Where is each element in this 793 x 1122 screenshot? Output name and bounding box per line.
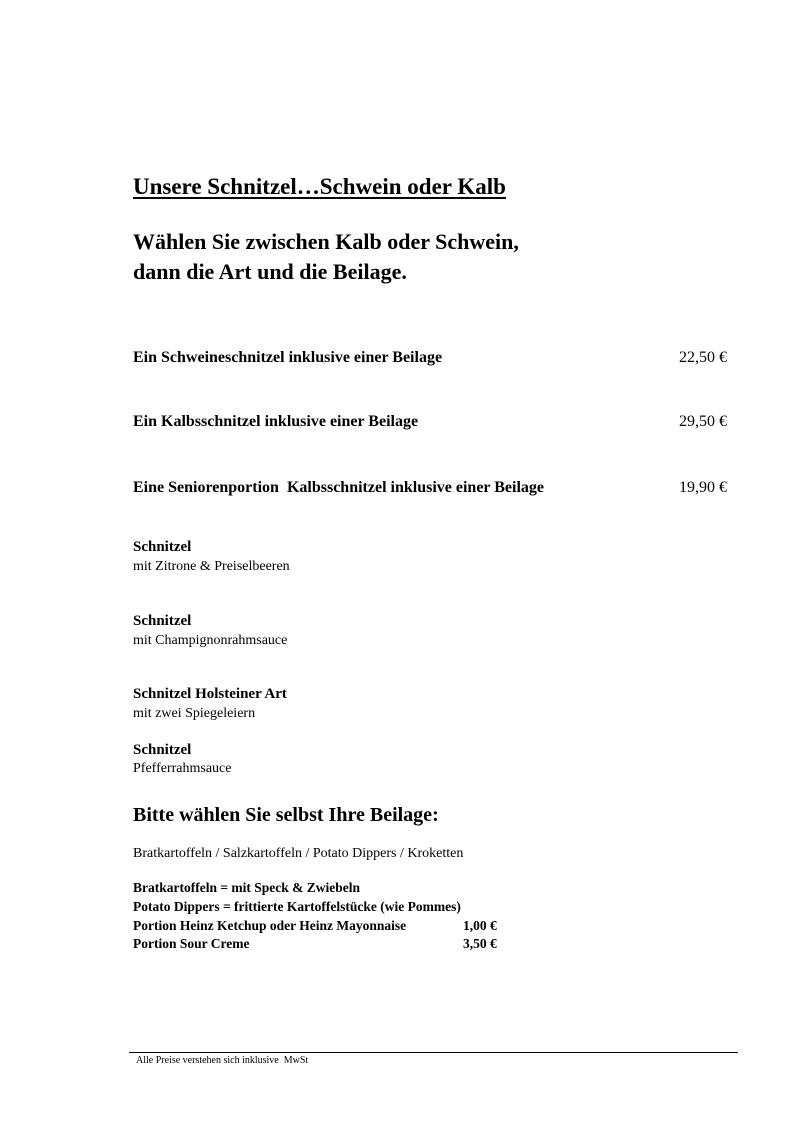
schnitzel-type-name: Schnitzel Holsteiner Art xyxy=(133,686,287,702)
menu-item-price: 19,90 € xyxy=(679,479,727,496)
schnitzel-type-name: Schnitzel xyxy=(133,539,192,555)
extra-price: 1,00 € xyxy=(463,918,497,933)
extra-name: Portion Sour Creme xyxy=(133,936,250,951)
note-line: Bratkartoffeln = mit Speck & Zwiebeln xyxy=(133,880,361,895)
side-options: Bratkartoffeln / Salzkartoffeln / Potato Dippers / Kroketten xyxy=(133,846,464,861)
extra-price: 3,50 € xyxy=(463,936,497,951)
menu-item-senioren xyxy=(133,479,727,497)
menu-item-name: Ein Kalbsschnitzel inklusive einer Beilage xyxy=(133,413,419,430)
schnitzel-type-desc: Pfefferrahmsauce xyxy=(133,761,232,776)
page-title: Unsere Schnitzel…Schwein oder Kalb xyxy=(133,174,506,199)
schnitzel-type-name: Schnitzel xyxy=(133,613,192,629)
menu-item-name: Ein Schweineschnitzel inklusive einer Beilage xyxy=(133,349,443,366)
footer-divider xyxy=(129,1052,738,1053)
note-line: Potato Dippers = frittierte Kartoffelstücke (wie Pommes) xyxy=(133,899,461,914)
schnitzel-type-name: Schnitzel xyxy=(133,742,192,758)
menu-item-price: 29,50 € xyxy=(679,413,727,430)
schnitzel-type-desc: mit zwei Spiegeleiern xyxy=(133,706,256,721)
schnitzel-type-desc: mit Zitrone & Preiselbeeren xyxy=(133,559,290,574)
menu-item-price: 22,50 € xyxy=(679,349,727,366)
extra-name: Portion Heinz Ketchup oder Heinz Mayonnaise xyxy=(133,918,407,933)
menu-item-name: Eine Seniorenportion Kalbsschnitzel inklusive einer Beilage xyxy=(133,479,544,496)
menu-item-kalb xyxy=(133,413,727,431)
menu-item-schwein xyxy=(133,349,727,367)
side-section-title: Bitte wählen Sie selbst Ihre Beilage: xyxy=(133,804,439,826)
subtitle-line-2: dann die Art und die Beilage. xyxy=(133,259,407,284)
schnitzel-type-desc: mit Champignonrahmsauce xyxy=(133,633,288,648)
footer-note: Alle Preise verstehen sich inklusive MwSt xyxy=(136,1055,309,1066)
subtitle-line-1: Wählen Sie zwischen Kalb oder Schwein, xyxy=(133,229,519,254)
